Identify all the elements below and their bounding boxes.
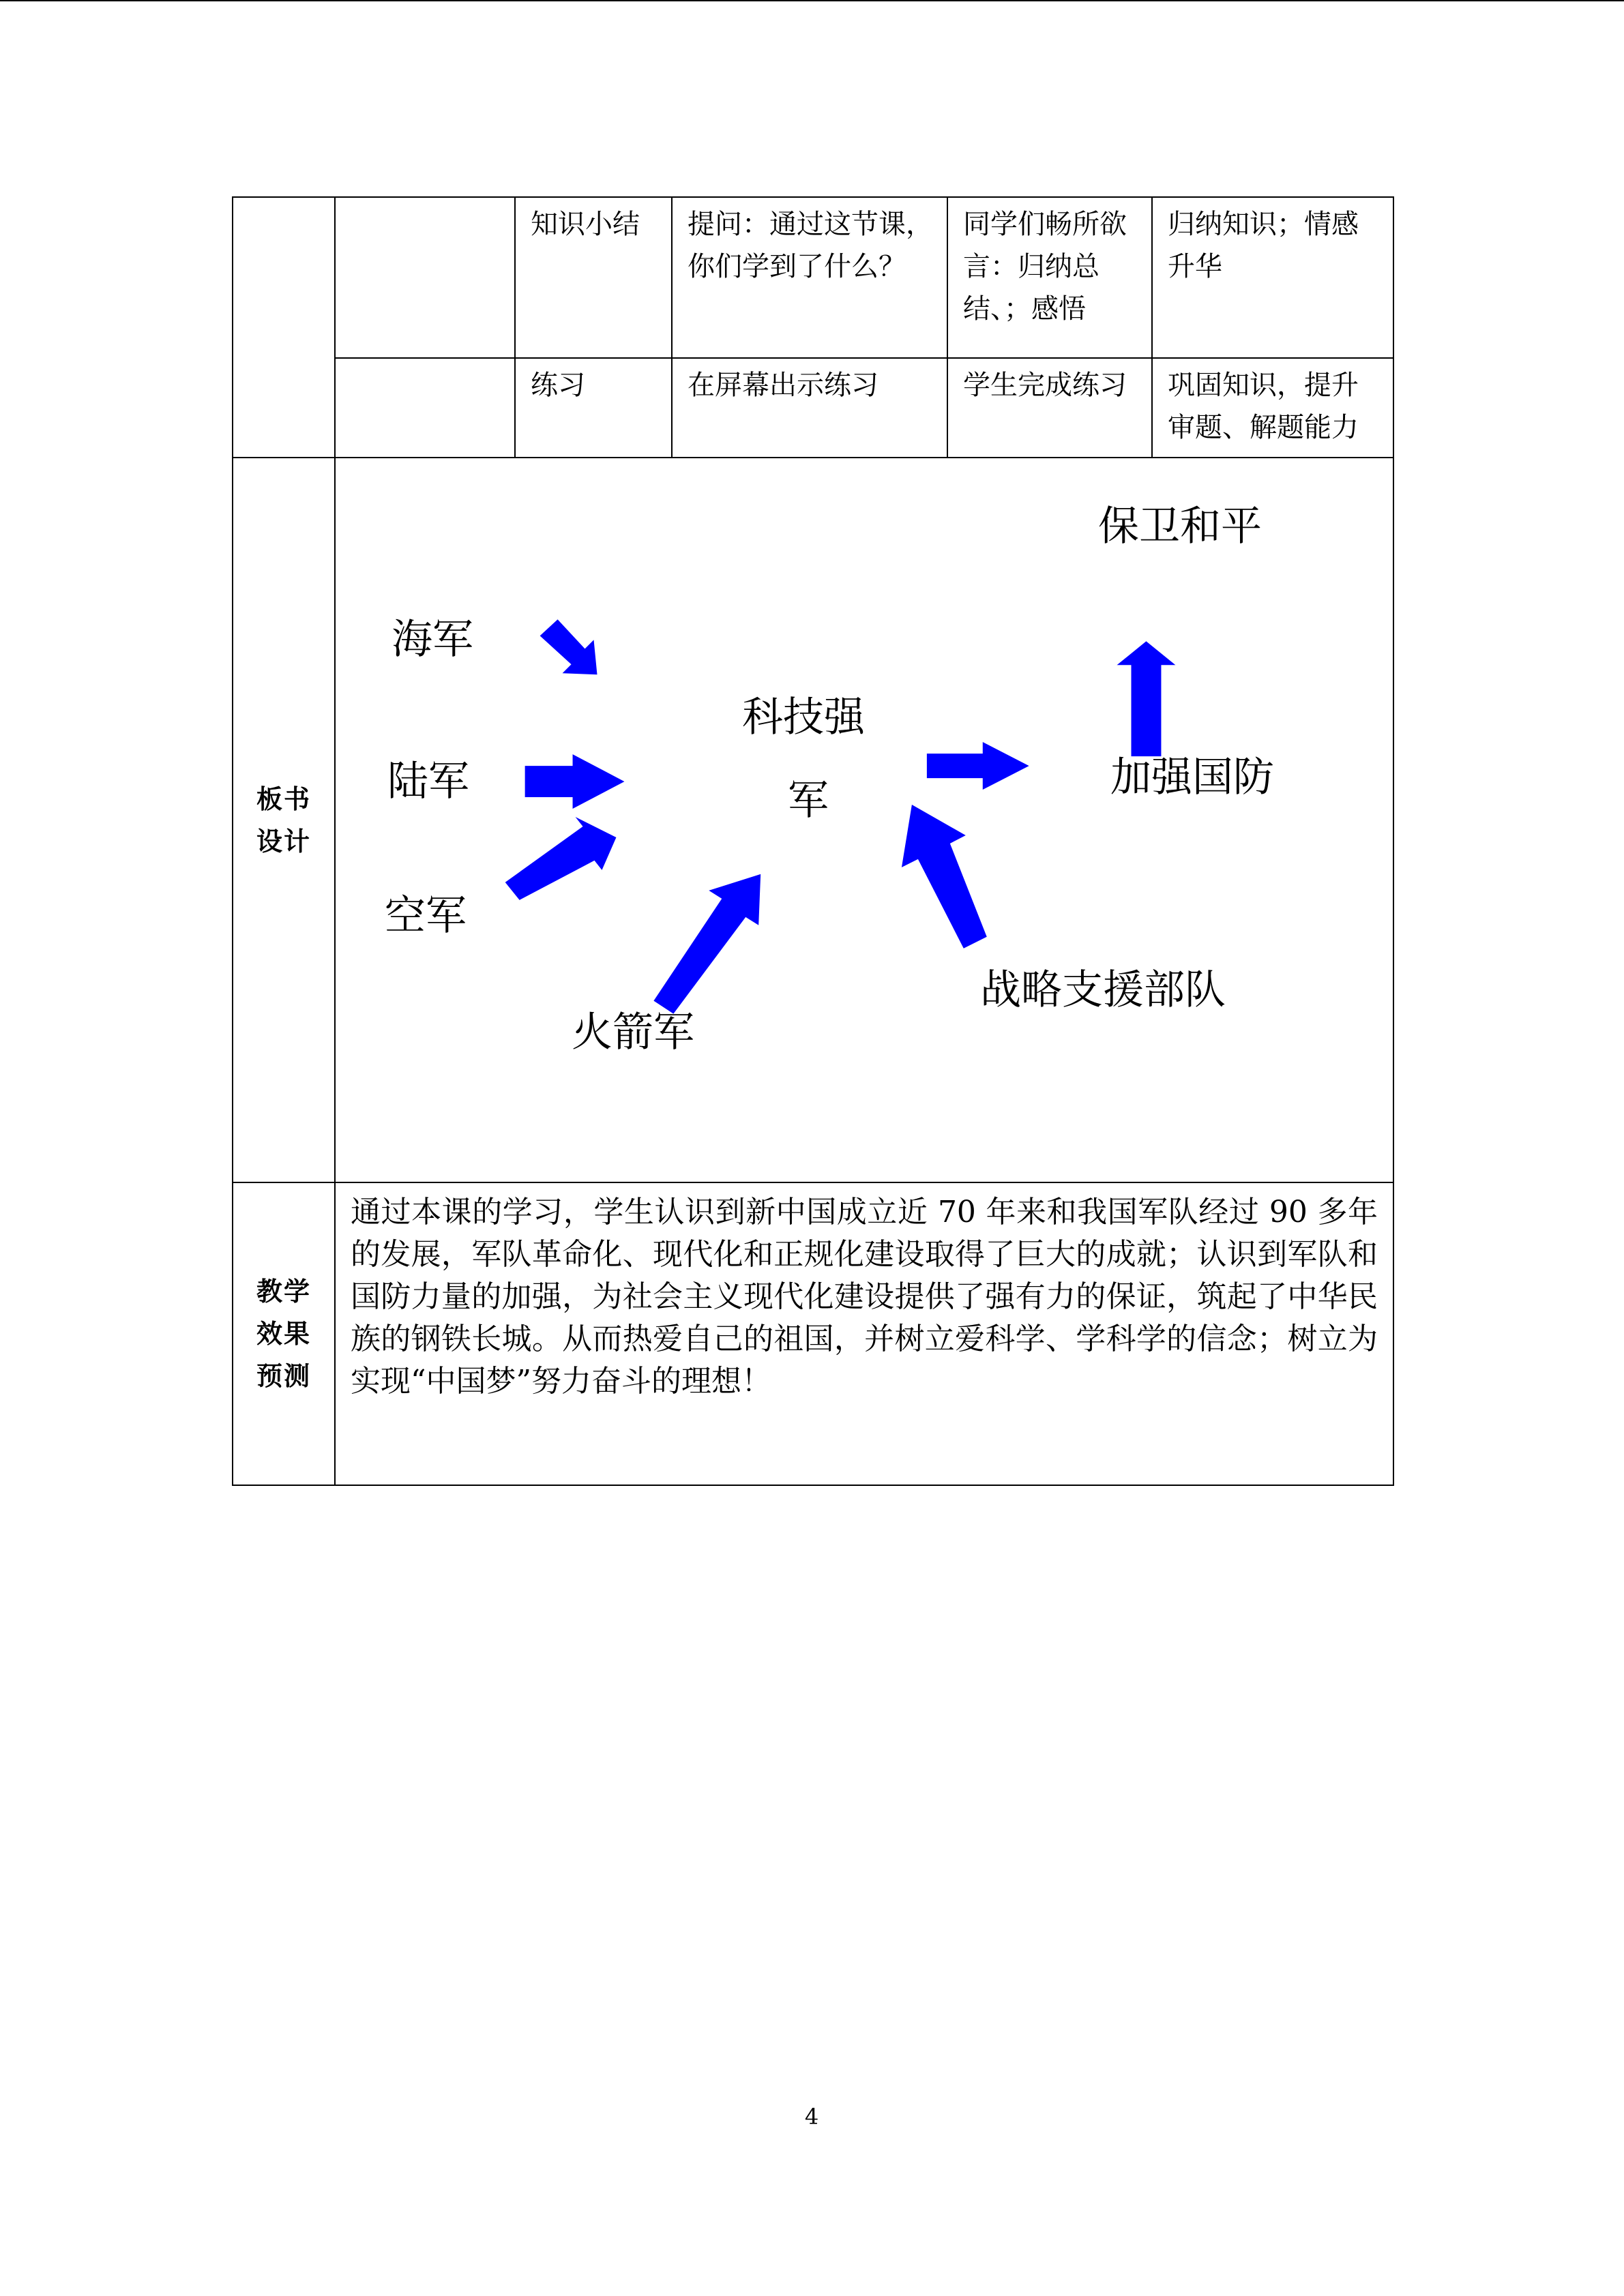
step-text: 练习 [531, 370, 585, 401]
teaching-effect-label: 教学效果预测 [256, 1276, 311, 1391]
board-arrows [336, 458, 1393, 1180]
term-strengthen-defense: 加强国防 [1110, 754, 1274, 801]
lesson-plan-table [232, 196, 1394, 1486]
student-activity-text: 学生完成练习 [963, 370, 1127, 401]
teacher-activity-cell [672, 197, 947, 358]
design-intent-cell [1152, 197, 1393, 358]
student-activity-text: 同学们畅所欲言：归纳总结、；感悟 [963, 209, 1127, 325]
sub-stage-cell-empty [335, 358, 515, 458]
table-row-practice [233, 358, 1393, 458]
blackboard-diagram [336, 458, 1393, 1180]
teacher-activity-text: 在屏幕出示练习 [688, 370, 879, 401]
term-navy: 海军 [392, 616, 473, 664]
term-center-line2: 军 [788, 777, 829, 824]
step-cell [515, 358, 672, 458]
term-army: 陆军 [387, 758, 469, 805]
board-design-label: 板书设计 [256, 783, 311, 856]
stage-cell-empty [233, 197, 335, 458]
teaching-effect-label-cell [233, 1182, 335, 1485]
board-design-label-cell [233, 458, 335, 1182]
design-intent-text: 归纳知识；情感升华 [1168, 209, 1359, 282]
board-design-cell [335, 458, 1393, 1182]
term-rocket-force: 火箭军 [572, 1009, 694, 1056]
arrow-to-defense [927, 742, 1029, 790]
term-strategic-support: 战略支援部队 [980, 966, 1226, 1014]
arrow-rocket-force [653, 874, 761, 1014]
arrow-army [525, 754, 625, 809]
table-row-teaching-effect [233, 1182, 1393, 1485]
teacher-activity-text: 提问：通过这节课，你们学到了什么？ [688, 209, 933, 282]
teaching-effect-text: 通过本课的学习，学生认识到新中国成立近 70 年来和我国军队经过 90 多年的发展，军队革命化、现代化和正规化建设取得了巨大的成就；认识到军队和国防力量的加强，为社会主义现代化建设提供了强有力的保证，筑起了中华民族的钢铁长城。从而热爱自己的祖国，并树立爱科学、学科学的信念；树立为实现“中国梦”努力奋斗的理想！ [351, 1195, 1378, 1399]
table-row-board-design [233, 458, 1393, 1182]
sub-stage-cell-empty [335, 197, 515, 358]
arrow-air-force [505, 817, 617, 900]
step-text: 知识小结 [531, 209, 640, 240]
term-defend-peace: 保卫和平 [1098, 503, 1262, 550]
term-center-line1: 科技强 [742, 694, 865, 741]
arrow-to-peace [1117, 641, 1176, 756]
table-row-summary [233, 197, 1393, 358]
student-activity-cell [947, 358, 1152, 458]
design-intent-text: 巩固知识，提升审题、解题能力 [1168, 370, 1359, 443]
teaching-effect-cell [335, 1182, 1393, 1485]
step-cell [515, 197, 672, 358]
student-activity-cell [947, 197, 1152, 358]
page-number: 4 [804, 2104, 819, 2130]
arrow-strategic-support [902, 805, 987, 949]
arrow-navy [540, 619, 597, 674]
term-air-force: 空军 [385, 892, 467, 940]
design-intent-cell [1152, 358, 1393, 458]
teacher-activity-cell [672, 358, 947, 458]
